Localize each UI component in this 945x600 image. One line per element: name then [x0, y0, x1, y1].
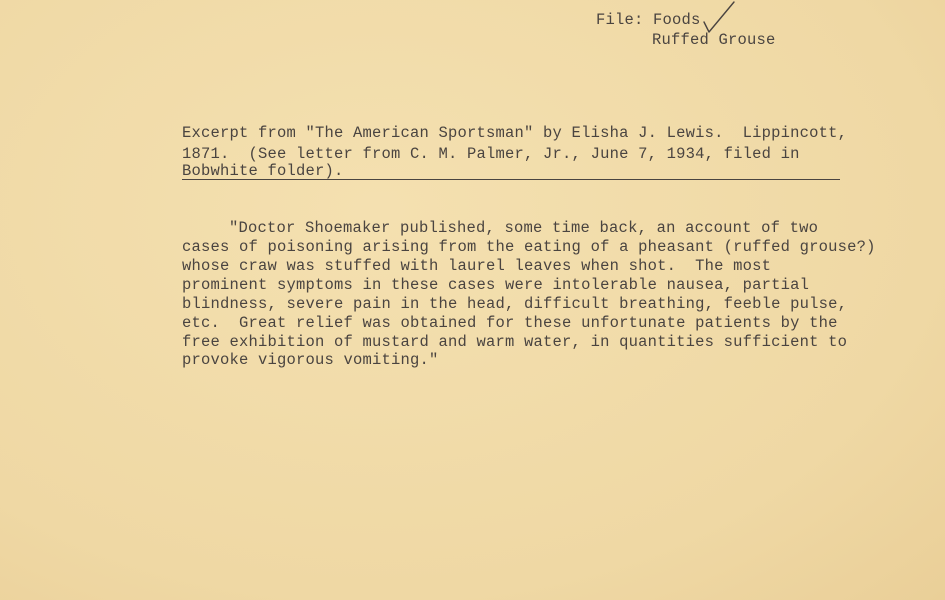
- citation-underline: [182, 179, 840, 180]
- quote-line: prominent symptoms in these cases were intolerable nausea, partial: [182, 276, 810, 294]
- file-subject: Ruffed Grouse: [652, 31, 776, 49]
- quote-line: etc. Great relief was obtained for these unfortunate patients by the: [182, 314, 838, 332]
- citation-line: Bobwhite folder).: [182, 162, 344, 180]
- citation-line: 1871. (See letter from C. M. Palmer, Jr., June 7, 1934, filed in: [182, 145, 800, 163]
- quote-line: provoke vigorous vomiting.": [182, 351, 439, 369]
- quote-line: free exhibition of mustard and warm water, in quantities sufficient to: [182, 333, 848, 351]
- quote-line: whose craw was stuffed with laurel leaves when shot. The most: [182, 257, 772, 275]
- quote-line: "Doctor Shoemaker published, some time back, an account of two: [229, 219, 819, 237]
- citation-line: Excerpt from "The American Sportsman" by Elisha J. Lewis. Lippincott,: [182, 124, 848, 142]
- quote-line: blindness, severe pain in the head, difficult breathing, feeble pulse,: [182, 295, 848, 313]
- quote-line: cases of poisoning arising from the eating of a pheasant (ruffed grouse?): [182, 238, 876, 256]
- file-label: File: Foods: [596, 11, 701, 29]
